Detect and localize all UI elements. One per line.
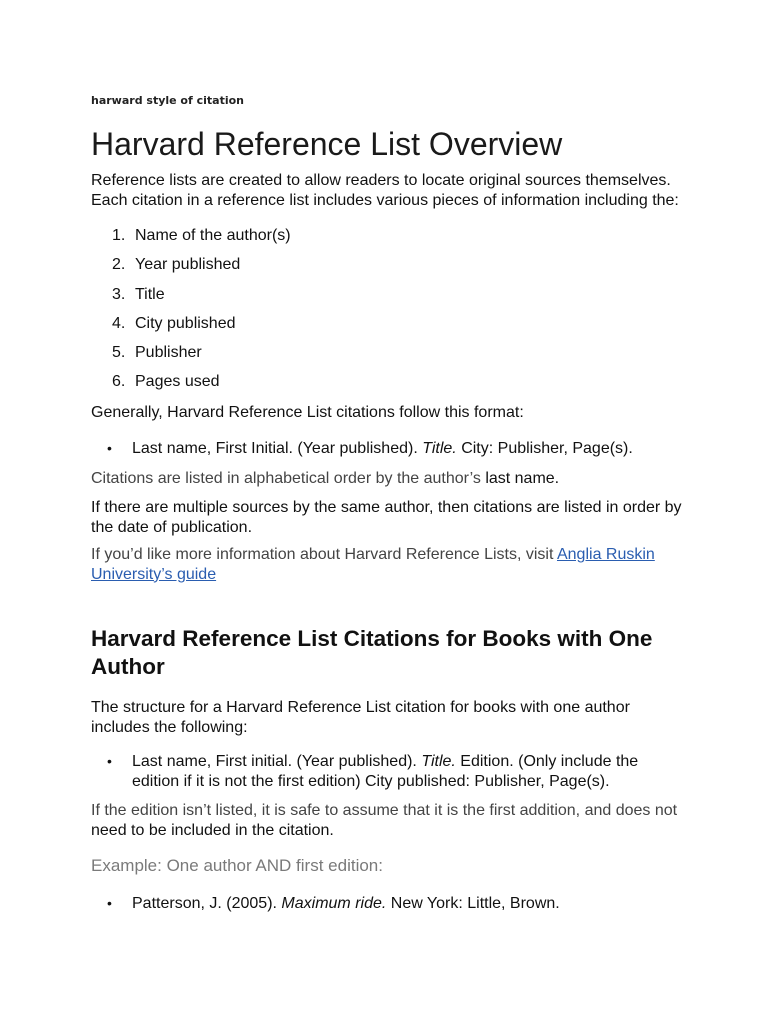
multiple-sources-note: If there are multiple sources by the same author, then citations are listed in order by the date of publication. (91, 499, 682, 536)
alphabetical-order-note: Citations are listed in alphabetical order by the author’s last name. (91, 470, 560, 487)
bullet-icon: • (107, 895, 112, 911)
anglia-ruskin-guide-link[interactable]: Anglia Ruskin University’s guide (91, 546, 655, 583)
example-heading: Example: One author AND first edition: (91, 856, 383, 875)
bullet-icon: • (107, 440, 112, 456)
more-info-paragraph: If you’d like more information about Harvard Reference Lists, visit Anglia Ruskin University’s guide (91, 546, 655, 583)
list-item: • Patterson, J. (2005). Maximum ride. New York: Little, Brown. (107, 895, 560, 912)
format-intro: Generally, Harvard Reference List citations follow this format: (91, 404, 524, 421)
list-item: • Last name, First initial. (Year published). Title. Edition. (Only include the edition if it is not the first edition) City published: Publisher, Page(s). (107, 753, 639, 790)
list-item: • Last name, First Initial. (Year published). Title. City: Publisher, Page(s). (107, 440, 633, 457)
structure-intro: The structure for a Harvard Reference List citation for books with one author includes the following: (91, 699, 630, 736)
bullet-icon: • (107, 753, 112, 769)
example-bullet-list (91, 894, 662, 914)
page-title: Harvard Reference List Overview (91, 126, 563, 162)
intro-paragraph: Reference lists are created to allow readers to locate original sources themselves. Each citation in a reference list includes various pieces of information including the: (91, 172, 679, 209)
document-label: harward style of citation (91, 94, 244, 107)
edition-note: If the edition isn’t listed, it is safe to assume that it is the first addition, and does not need to be included in the citation. (91, 802, 678, 839)
structure-bullet-list (91, 752, 662, 791)
section-heading: Harvard Reference List Citations for Books with One Author (91, 626, 653, 679)
format-bullet-list (91, 439, 662, 459)
